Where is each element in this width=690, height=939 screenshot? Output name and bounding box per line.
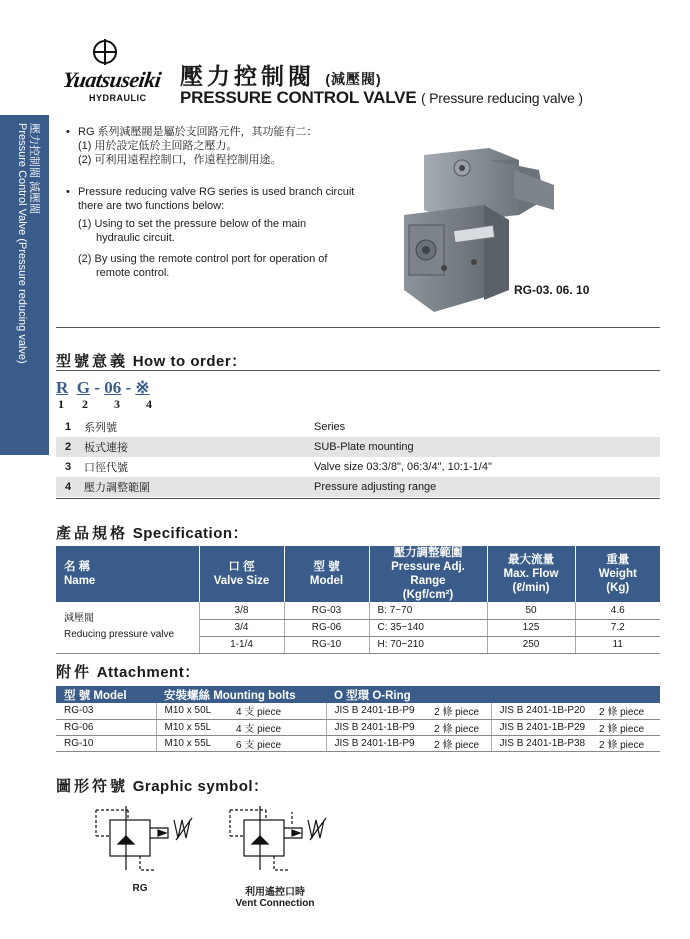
spec-title-en: Specification： [132,525,249,542]
symbol-vent-label [220,883,330,909]
row-zh: 壓力調整範圍 [80,477,310,497]
spec-flow: 250 [487,636,575,653]
header-model: 型 號 Model [56,686,156,703]
divider [56,327,660,328]
intro-zh-2: (2) 可利用遠程控制口，作遠程控制用途。 [78,154,282,166]
spec-name-cell [56,602,199,653]
code-part-4: ※ [135,378,150,397]
header-unit: (Kgf/cm²) [402,589,454,601]
attachment-title-zh: 附件 [56,664,93,681]
att-oring-2-qty: 2 條 piece [591,703,660,719]
attachment-table [56,686,660,752]
title-zh-sub: (減壓閥) [325,71,382,87]
order-code-numbers [58,397,152,412]
spec-flow: 125 [487,619,575,636]
spec-model: RG-10 [284,636,369,653]
table-row [56,735,660,751]
att-oring-1-qty: 2 條 piece [426,735,491,751]
row-zh: 口徑代號 [84,462,128,474]
code-num: 1 [58,397,64,411]
intro-zh-bullet: • RG 系列減壓閥是屬於支回路元件，其功能有二： [66,125,366,139]
spec-header-row [56,546,660,602]
intro-zh-1: (1) 用於設定低於主回路之壓力。 [78,140,238,152]
code-part-1: R [56,378,69,397]
header-bolts: 安裝螺絲 Mounting bolts [156,686,326,703]
header-unit: (Kg) [606,582,630,594]
graphic-symbol-title-en: Graphic symbol： [132,778,269,795]
row-zh: 板式連接 [80,437,310,457]
spec-weight: 4.6 [575,602,660,619]
image-caption: RG-03. 06. 10 [514,283,590,297]
header-name [56,546,199,602]
title-zh-main: 壓力控制閥 [180,63,315,89]
brand-name: Yuatsuseiki [61,67,163,92]
header-zh: 名 稱 [64,561,91,573]
att-oring-2-qty: 2 條 piece [591,735,660,751]
title-en-sub: ( Pressure reducing valve ) [421,90,583,106]
attachment-title [56,661,200,682]
header-zh: 最大流量 [508,554,554,566]
row-zh: 系列號 [84,422,117,434]
spec-model: RG-06 [284,619,369,636]
intro-en-1: (1) Using to set the pressure below of the main hydraulic circuit. [78,218,307,244]
spec-name-zh: 減壓閥 [64,613,94,625]
spec-title [56,522,248,543]
side-tab-text [16,123,40,364]
row-num: 4 [56,477,80,497]
spec-weight: 7.2 [575,619,660,636]
table-row [56,477,660,497]
spec-range: C: 35−140 [369,619,487,636]
row-en: Pressure adjusting range [310,477,660,497]
att-oring-1: JIS B 2401-1B-P9 [326,703,426,719]
header-zh: 口 徑 [228,561,255,573]
header-en: Valve Size [213,575,270,587]
intro-en-bullet: • Pressure reducing valve RG series is used branch circuit there are two functions below: [66,185,356,213]
header-flow [487,546,575,602]
att-oring-1-qty: 2 條 piece [426,719,491,735]
divider [56,370,660,371]
row-en: Valve size 03:3/8", 06:3/4", 10:1-1/4" [314,461,492,473]
att-oring-2: JIS B 2401-1B-P20 [491,703,591,719]
row-num: 1 [64,421,72,433]
brand-sub: HYDRAULIC [89,93,147,103]
header-en: Model [309,575,344,587]
header-size [199,546,284,602]
att-bolt: M10 x 50L [156,703,228,719]
att-model: RG-03 [56,703,156,719]
page-title-zh [180,58,382,91]
header-en: Weight [598,568,637,580]
code-num: 3 [114,397,120,411]
att-bolt: M10 x 55L [156,719,228,735]
spec-model: RG-03 [284,602,369,619]
header-model [284,546,369,602]
how-to-order-title [56,350,247,371]
graphic-symbol-title-zh: 圖形符號 [56,778,129,795]
spec-weight: 11 [575,636,660,653]
att-oring-1-qty: 2 條 piece [426,703,491,719]
symbol-vent-label-en: Vent Connection [235,898,315,909]
spec-size: 3/8 [199,602,284,619]
header-zh: 重量 [606,554,630,566]
header-unit: (ℓ/min) [512,582,550,594]
header-range [369,546,487,602]
how-to-order-title-zh: 型號意義 [56,353,129,370]
table-row [56,457,660,477]
att-oring-2: JIS B 2401-1B-P29 [491,719,591,735]
symbol-rg-label: RG [132,883,148,894]
table-row [56,719,660,735]
spec-range: H: 70−210 [369,636,487,653]
spec-size: 1-1/4 [199,636,284,653]
table-row [56,437,660,457]
intro-text [66,125,366,280]
table-row [56,602,660,619]
att-bolt: M10 x 55L [156,735,228,751]
brand-logo [63,37,171,107]
att-oring-2: JIS B 2401-1B-P38 [491,735,591,751]
spec-range: B: 7−70 [369,602,487,619]
header-en: Max. Flow [503,568,559,580]
row-en: Series [314,421,346,433]
row-en: SUB-Plate mounting [310,437,660,457]
spec-flow: 50 [487,602,575,619]
att-bolt-qty: 6 支 piece [228,735,326,751]
page-title-en [180,88,583,108]
header-oring: O 型環 O-Ring [326,686,660,703]
row-num: 2 [56,437,80,457]
attachment-header-row [56,686,660,703]
table-row [56,703,660,719]
symbol-vent-label-zh: 利用遙控口時 [245,887,305,898]
attachment-title-en: Attachment： [96,664,200,681]
code-num: 4 [146,397,152,411]
spec-title-zh: 產品規格 [56,525,129,542]
att-oring-1: JIS B 2401-1B-P9 [326,735,426,751]
header-zh: 型 號 [313,561,340,573]
order-table [56,417,660,497]
symbol-rg-icon [92,806,202,876]
att-bolt-qty: 4 支 piece [228,719,326,735]
code-part-3: 06 [104,378,122,397]
header-en: Name [64,575,96,587]
symbol-vent-connection-icon [226,806,336,876]
header-weight [575,546,660,602]
att-model: RG-10 [56,735,156,751]
how-to-order-title-en: How to order： [132,353,247,370]
att-oring-2-qty: 2 條 piece [591,719,660,735]
spec-size: 3/4 [199,619,284,636]
intro-en-2: (2) By using the remote control port for operation of remote control. [78,253,328,279]
row-num: 3 [64,461,72,473]
att-oring-1: JIS B 2401-1B-P9 [326,719,426,735]
title-en-main: PRESSURE CONTROL VALVE [180,88,417,107]
header-en: Pressure Adj. Range [391,561,465,587]
spec-name-en: Reducing pressure valve [64,629,175,641]
att-bolt-qty: 4 支 piece [228,703,326,719]
spec-table [56,546,660,654]
order-code: R G - 06 - ※ [56,378,150,397]
graphic-symbol-title [56,775,269,796]
side-tab [0,115,49,455]
divider [56,498,660,499]
side-tab-en: Pressure Control Valve (Pressure reducing valve) [16,123,28,364]
code-part-2: G [76,378,91,397]
logo-emblem-icon [91,37,119,67]
code-num: 2 [82,397,88,411]
side-tab-zh: 壓力控制閥 減壓閥 [28,123,40,215]
att-model: RG-06 [56,719,156,735]
header-zh: 壓力調整範圍 [393,547,463,559]
table-row [56,417,660,437]
